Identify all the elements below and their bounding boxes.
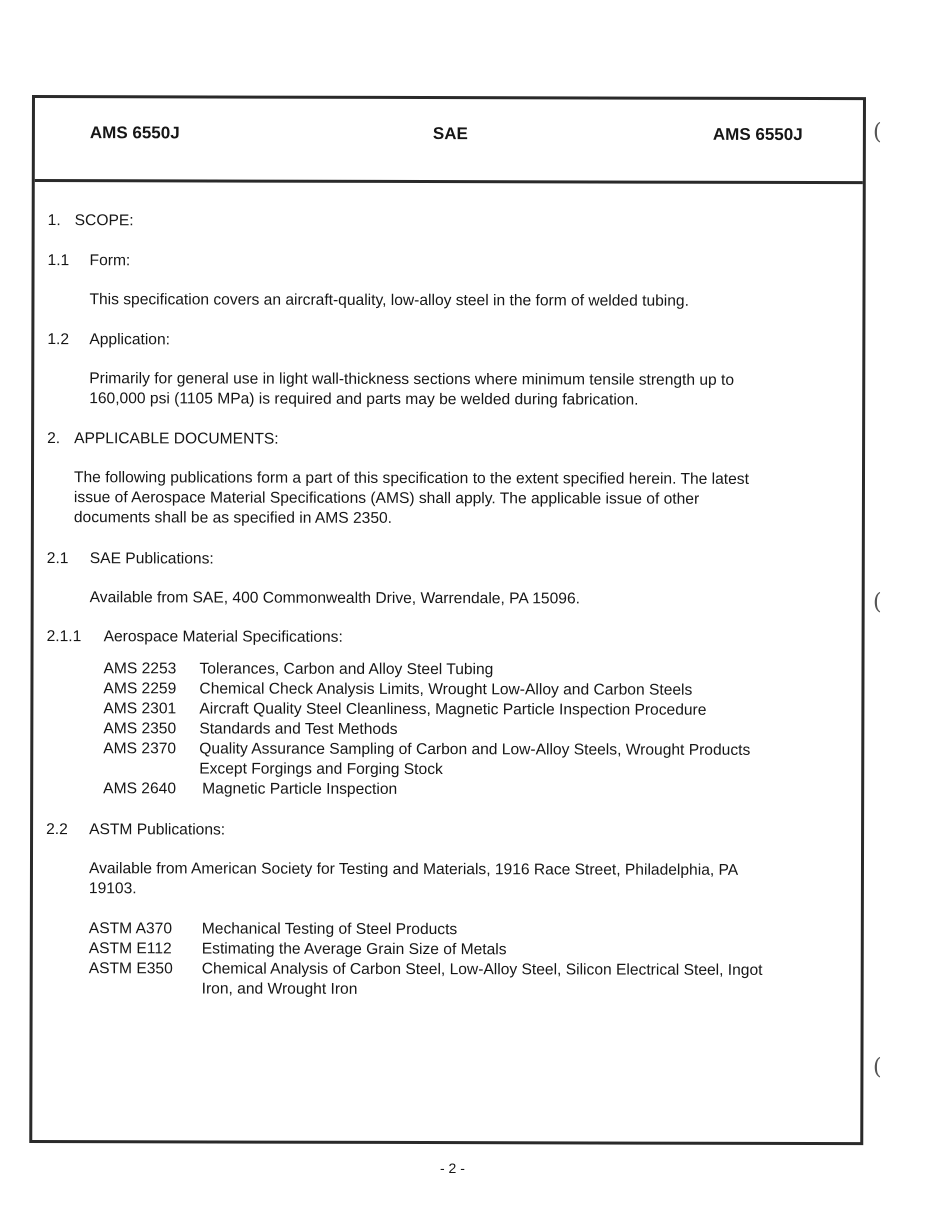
ams-ref-title-continued: Except Forgings and Forging Stock (199, 760, 443, 779)
page-number: - 2 - (440, 1160, 465, 1176)
ams-ref-code: AMS 2640 (103, 780, 177, 798)
section-2-1-title: SAE Publications: (89, 550, 214, 568)
ams-ref-code: AMS 2370 (103, 740, 177, 758)
section-2-2-body-line-2: 19103. (88, 880, 137, 898)
section-2-2-body-line-1: Available from American Society for Testing and Materials, 1916 Race Street, Philadelphia, PA (88, 860, 739, 879)
section-2-1-number: 2.1 (46, 550, 69, 568)
section-2-body-line-1: The following publications form a part of this specification to the extent specified herein. The latest (73, 469, 749, 488)
page-content (32, 98, 863, 1142)
astm-ref-code: ASTM E112 (88, 940, 172, 958)
ams-ref-code: AMS 2301 (103, 700, 177, 718)
ams-ref-title: Aircraft Quality Steel Cleanliness, Magnetic Particle Inspection Procedure (199, 700, 707, 719)
section-1-2-number: 1.2 (47, 331, 70, 349)
ams-ref-title: Standards and Test Methods (199, 720, 398, 738)
ams-ref-title: Quality Assurance Sampling of Carbon and Low-Alloy Steels, Wrought Products (199, 740, 751, 759)
header-doc-id-right: AMS 6550J (712, 124, 803, 145)
section-2-1-1-title: Aerospace Material Specifications: (103, 628, 343, 646)
section-1-number: 1. (47, 212, 61, 230)
section-1-2-title: Application: (89, 331, 171, 349)
section-1-1-body: This specification covers an aircraft-quality, low-alloy steel in the form of welded tubing. (89, 291, 689, 310)
margin-mark: ( (873, 120, 882, 145)
ams-ref-title: Tolerances, Carbon and Alloy Steel Tubing (199, 660, 494, 679)
section-1-1-title: Form: (89, 252, 131, 270)
page-frame (29, 95, 866, 1145)
section-1-2-body-line-1: Primarily for general use in light wall-thickness sections where minimum tensile strength up to (89, 370, 735, 389)
section-2-title: APPLICABLE DOCUMENTS: (74, 430, 279, 448)
section-1-title: SCOPE: (74, 212, 134, 230)
section-2-2-number: 2.2 (46, 821, 68, 839)
section-2-1-1-number: 2.1.1 (46, 628, 82, 646)
section-2-2-title: ASTM Publications: (89, 821, 226, 839)
section-1-2-body-line-2: 160,000 psi (1105 MPa) is required and parts may be welded during fabrication. (89, 390, 639, 409)
ams-ref-title: Chemical Check Analysis Limits, Wrought Low-Alloy and Carbon Steels (199, 680, 693, 699)
astm-ref-code: ASTM A370 (88, 920, 173, 938)
margin-mark: ( (873, 590, 882, 615)
section-2-1-body: Available from SAE, 400 Commonwealth Drive, Warrendale, PA 15096. (89, 589, 581, 608)
ams-ref-code: AMS 2253 (103, 660, 177, 678)
header-publisher: SAE (432, 124, 468, 144)
header-doc-id-left: AMS 6550J (89, 123, 180, 143)
ams-ref-title: Magnetic Particle Inspection (202, 780, 398, 798)
section-2-body-line-3: documents shall be as specified in AMS 2350. (73, 509, 393, 527)
ams-ref-code: AMS 2259 (103, 680, 177, 698)
section-2-body-line-2: issue of Aerospace Material Specifications (AMS) shall apply. The applicable issue of other (73, 489, 700, 508)
ams-ref-code: AMS 2350 (103, 720, 177, 738)
astm-ref-title: Estimating the Average Grain Size of Metals (201, 940, 507, 959)
astm-ref-code: ASTM E350 (88, 960, 173, 978)
section-1-1-number: 1.1 (47, 252, 70, 270)
section-2-number: 2. (47, 430, 61, 448)
margin-mark: ( (873, 1055, 882, 1080)
astm-ref-title: Mechanical Testing of Steel Products (201, 920, 458, 939)
astm-ref-title-continued: Iron, and Wrought Iron (201, 980, 358, 998)
astm-ref-title: Chemical Analysis of Carbon Steel, Low-Alloy Steel, Silicon Electrical Steel, Ingot (201, 960, 763, 979)
